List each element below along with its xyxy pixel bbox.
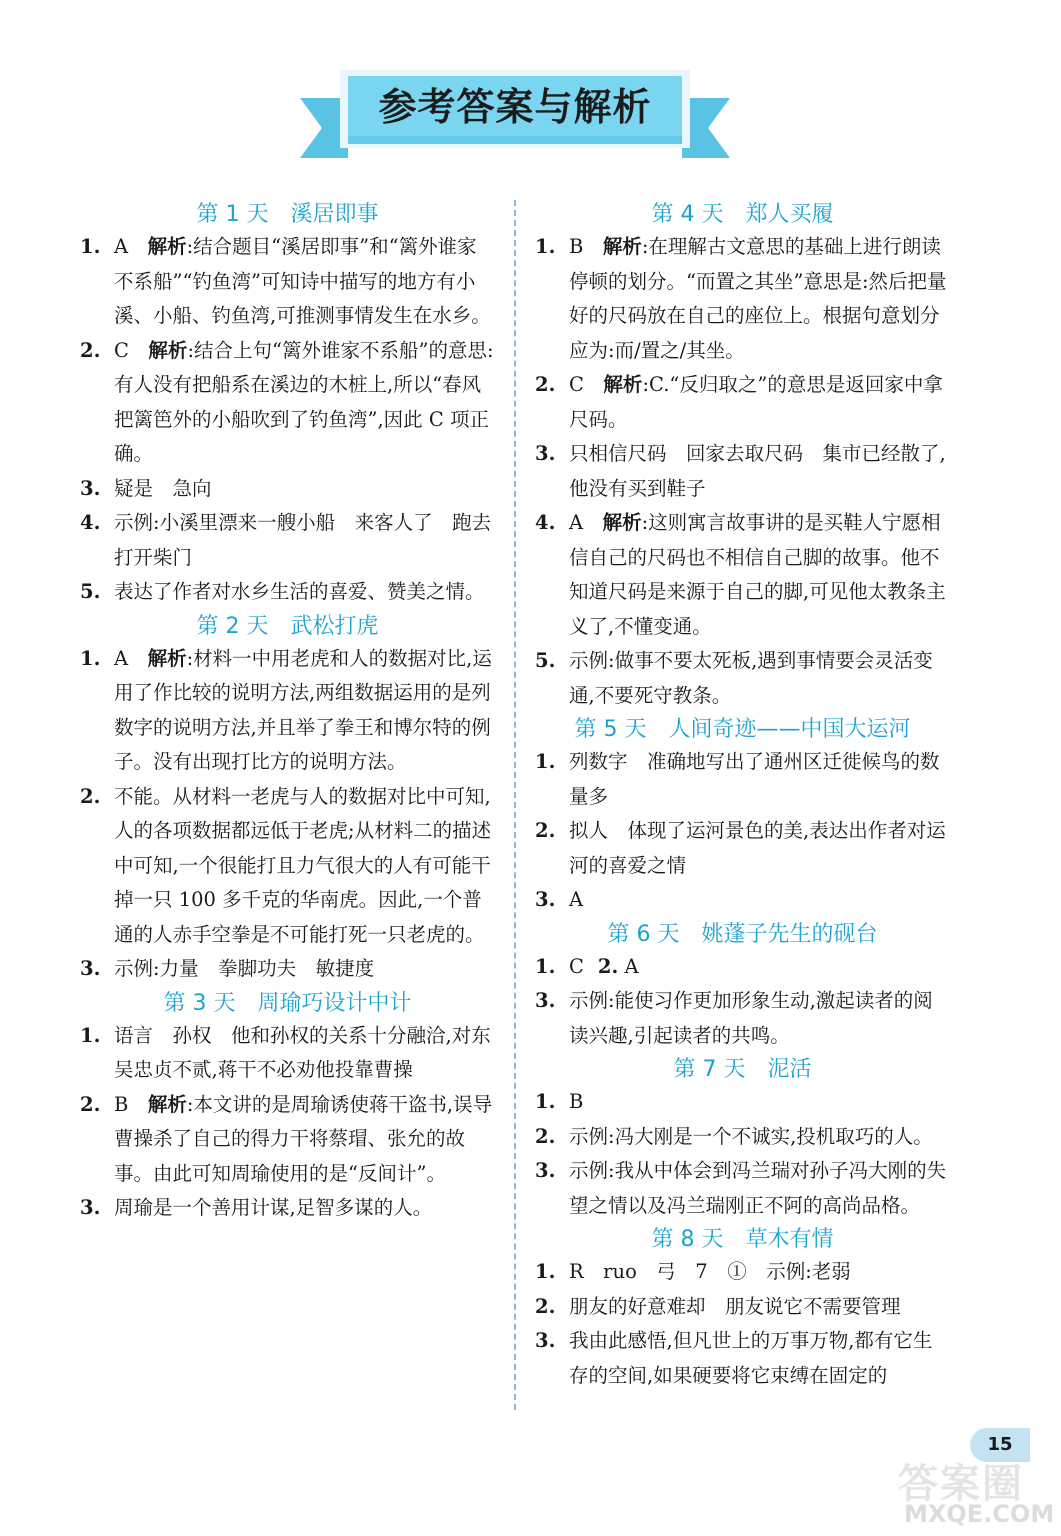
answer-item: 1. B	[535, 1090, 584, 1113]
right-column	[535, 198, 950, 1393]
answer-item: 2. B 解析:本文讲的是周瑜诱使蒋干盗书,误导曹操杀了自己的得力干将蔡瑁、张允的故事。由此可知周瑜使用的是“反间计”。	[80, 1092, 493, 1185]
section-title: 第 6 天 姚蓬子先生的砚台	[607, 921, 878, 947]
answer-item: 1. A 解析:材料一中用老虎和人的数据对比,运用了作比较的说明方法,两组数据运用的是列数字的说明方法,并且举了拳王和博尔特的例子。没有出现打比方的说明方法。	[80, 646, 492, 773]
watermark-text: 答案圈	[898, 1461, 1024, 1507]
answer-item: 2. C 解析:C.“反归取之”的意思是返回家中拿尺码。	[535, 373, 943, 431]
answer-item: 3. 示例:力量 拳脚功夫 敏捷度	[80, 957, 375, 980]
section-title: 第 4 天 郑人买履	[651, 202, 834, 227]
answer-item: 5. 表达了作者对水乡生活的喜爱、赞美之情。	[80, 580, 485, 603]
answer-item: 5. 示例:做事不要太死板,遇到事情要会灵活变通,不要死守教条。	[535, 649, 933, 707]
answer-item: 3. 疑是 急向	[80, 476, 212, 500]
answer-item: 2. C 解析:结合上句“篱外谁家不系船”的意思:有人没有把船系在溪边的木桩上,所以“春风把篱笆外的小船吹到了钓鱼湾”,因此 C 项正确。	[80, 338, 494, 465]
page-number: 15	[970, 1428, 1030, 1462]
section-title: 第 8 天 草木有情	[651, 1227, 834, 1252]
section-title: 第 7 天 泥活	[673, 1057, 812, 1082]
column-divider	[514, 200, 516, 1410]
answer-item: 1. 语言 孙权 他和孙权的关系十分融洽,对东吴忠贞不贰,蒋干不必劝他投靠曹操	[80, 1023, 491, 1081]
answer-item: 3. 只相信尺码 回家去取尺码 集市已经散了,他没有买到鞋子	[535, 442, 946, 500]
answer-item: 4. A 解析:这则寓言故事讲的是买鞋人宁愿相信自己的尺码也不相信自己脚的故事。他不知道尺码是来源于自己的脚,可见他太教条主义了,不懂变通。	[535, 511, 946, 638]
section-title: 第 3 天 周瑜巧设计中计	[163, 990, 412, 1016]
answer-item: 1. C 2. A	[535, 954, 639, 978]
section-title: 第 1 天 溪居即事	[196, 202, 379, 227]
answer-item: 3. 示例:能使习作更加形象生动,激起读者的阅读兴趣,引起读者的共鸣。	[535, 989, 933, 1047]
answer-item: 2. 不能。从材料一老虎与人的数据对比中可知,人的各项数据都远低于老虎;从材料二的描述中可知,一个很能打且力气很大的人有可能干掉一只 100 多千克的华南虎。因此,一个普通的人赤手空拳是不可能打死一只老虎的。	[80, 784, 492, 946]
answer-item: 4. 示例:小溪里漂来一艘小船 来客人了 跑去打开柴门	[80, 511, 492, 569]
left-column	[80, 198, 495, 1226]
section-title: 第 2 天 武松打虎	[196, 613, 379, 639]
answer-item: 3. A	[535, 888, 584, 911]
section-title: 第 5 天 人间奇迹——中国大运河	[574, 717, 911, 742]
watermark-url: MXQE.COM	[904, 1500, 1055, 1528]
answer-item: 1. B 解析:在理解古文意思的基础上进行朗读停顿的划分。“而置之其坐”意思是:然后把量好的尺码放在自己的座位上。根据句意划分应为:而/置之/其坐。	[535, 235, 947, 362]
answer-item: 2. 朋友的好意难却 朋友说它不需要管理	[535, 1294, 901, 1318]
answer-item: 1. A 解析:结合题目“溪居即事”和“篱外谁家不系船”“钓鱼湾”可知诗中描写的地方有小溪、小船、钓鱼湾,可推测事情发生在水乡。	[80, 235, 491, 327]
answer-item: 3. 周瑜是一个善用计谋,足智多谋的人。	[80, 1196, 433, 1219]
answer-item: 2. 拟人 体现了运河景色的美,表达出作者对运河的喜爱之情	[535, 819, 946, 877]
answer-item: 2. 示例:冯大刚是一个不诚实,投机取巧的人。	[535, 1124, 933, 1148]
watermark-logo	[898, 1452, 1058, 1532]
answer-item: 1. R ruo 弓 7 ① 示例:老弱	[535, 1260, 851, 1283]
answer-item: 3. 示例:我从中体会到冯兰瑞对孙子冯大刚的失望之情以及冯兰瑞刚正不阿的高尚品格。	[535, 1159, 947, 1217]
answer-item: 1. 列数字 准确地写出了通州区迁徙候鸟的数量多	[535, 750, 940, 808]
answer-item: 3. 我由此感悟,但凡世上的万事万物,都有它生存的空间,如果硬要将它束缚在固定的	[535, 1329, 933, 1387]
title-banner	[300, 58, 730, 168]
page-title: 参考答案与解析	[378, 85, 652, 129]
